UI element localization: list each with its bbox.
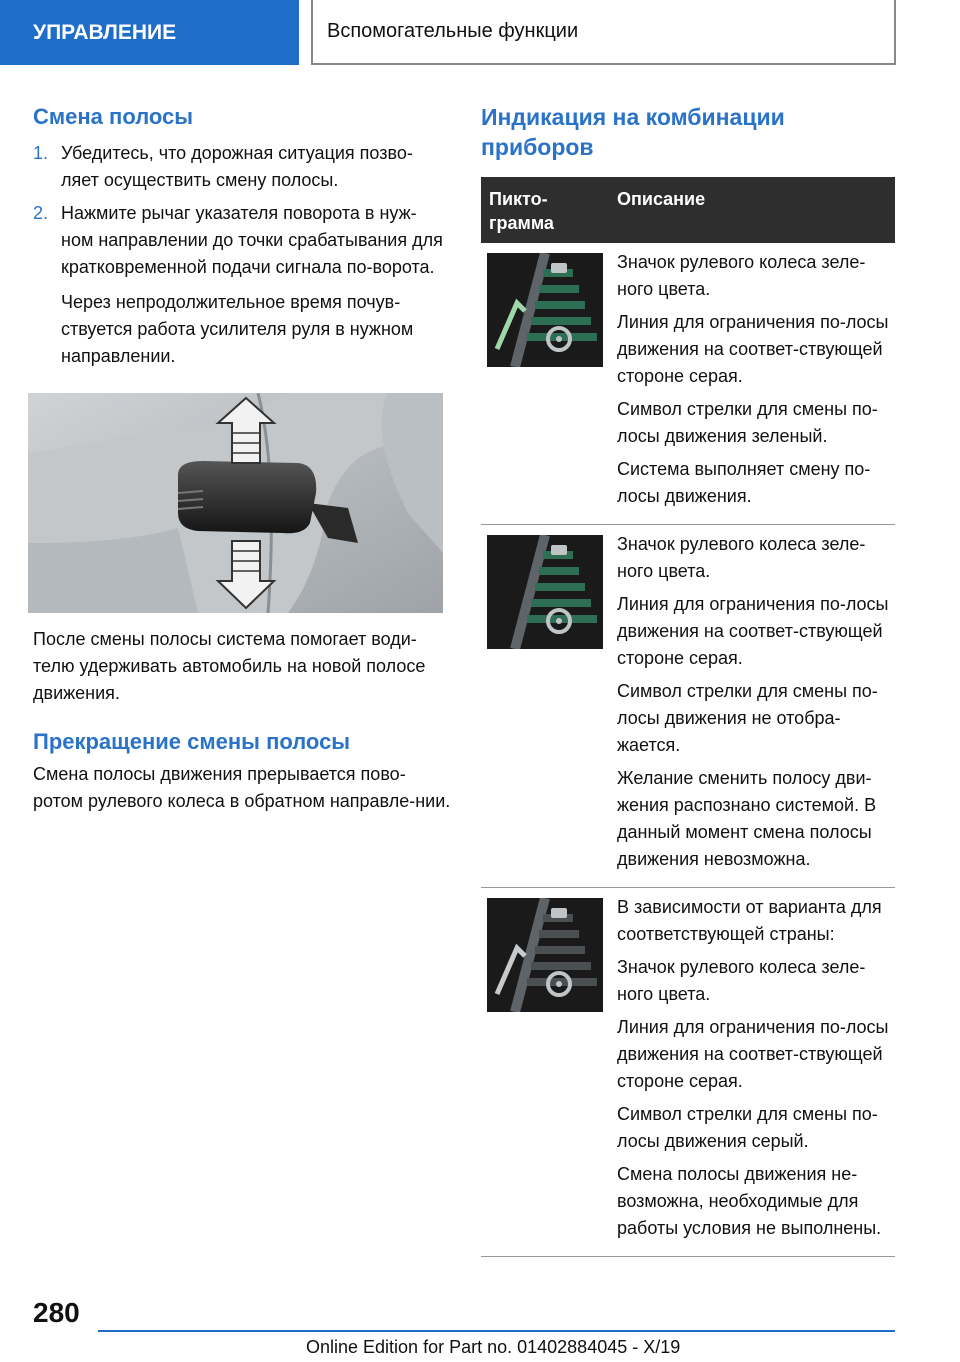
column-header-pictogram: Пикто‐грамма [481,177,609,243]
description-line: Символ стрелки для смены по‐лосы движения серый. [617,1104,878,1151]
step-item [33,200,445,281]
description-line: Значок рулевого колеса зеле‐ного цвета. [617,957,866,1004]
table-row [481,888,895,1257]
cancel-text: Смена полосы движения прерывается пово‐ротом рулевого колеса в обратном направле‐нии. [33,764,451,811]
step-text: Нажмите рычаг указателя поворота в нуж‐ном направлении до точки срабатывания для кратковременной подачи сигнала по‐ворота. [61,203,443,277]
description-line: В зависимости от варианта для соответствующей страны: [617,897,882,944]
indicator-table [481,177,895,1257]
description-line: Символ стрелки для смены по‐лосы движения не отобра‐жается. [617,681,878,755]
footer-edition: Online Edition for Part no. 01402884045 - X/19 [306,1337,681,1357]
chapter-title: Вспомогательные функции [327,20,579,42]
turn-signal-lever-photo [28,393,443,613]
lane-change-unavailable-icon [487,898,603,1012]
description-line: Линия для ограничения по‐лосы движения на соответ‐ствующей стороне серая. [617,312,889,386]
description-line: Линия для ограничения по‐лосы движения на соответ‐ствующей стороне серая. [617,1017,889,1091]
chapter-header [311,0,896,65]
page-number: 280 [33,1297,80,1328]
section-tab [0,0,299,65]
description-line: Система выполняет смену по‐лосы движения. [617,459,871,506]
description-line: Желание сменить полосу дви‐жения распознано системой. В данный момент смена полосы движения невозможна. [617,768,877,869]
column-header-description: Описание [609,177,895,243]
lane-change-active-icon [487,253,603,367]
after-photo-text: После смены полосы система помогает води‐телю удерживать автомобиль на новой полосе движения. [33,629,426,703]
step-text: Убедитесь, что дорожная ситуация позво‐ляет осуществить смену полосы. [61,143,413,190]
table-row [481,525,895,888]
heading-lane-change: Смена полосы [33,104,194,129]
description-line: Символ стрелки для смены по‐лосы движения зеленый. [617,399,878,446]
lane-change-requested-icon [487,535,603,649]
footer-rule [98,1330,895,1332]
description-line: Линия для ограничения по‐лосы движения на соответ‐ствующей стороне серая. [617,594,889,668]
right-heading-block [481,102,895,162]
description-line: Значок рулевого колеса зеле‐ного цвета. [617,252,866,299]
step-list [33,140,445,281]
description-line: Значок рулевого колеса зеле‐ного цвета. [617,534,866,581]
table-row [481,243,895,525]
heading-cancel-lane-change: Прекращение смены полосы [33,729,351,754]
heading-instrument-display: Индикация на комбинации приборов [481,104,785,160]
step-number: 1. [33,143,49,163]
left-column [33,102,445,370]
description-line: Смена полосы движения не‐возможна, необходимые для работы условия не выполнены. [617,1164,882,1238]
step-note: Через непродолжительное время почув‐ствуется работа усилителя руля в нужном направлении. [61,292,414,366]
step-number: 2. [33,203,49,223]
left-lower [33,626,451,815]
step-item [33,140,445,194]
section-title: УПРАВЛЕНИЕ [33,20,177,44]
